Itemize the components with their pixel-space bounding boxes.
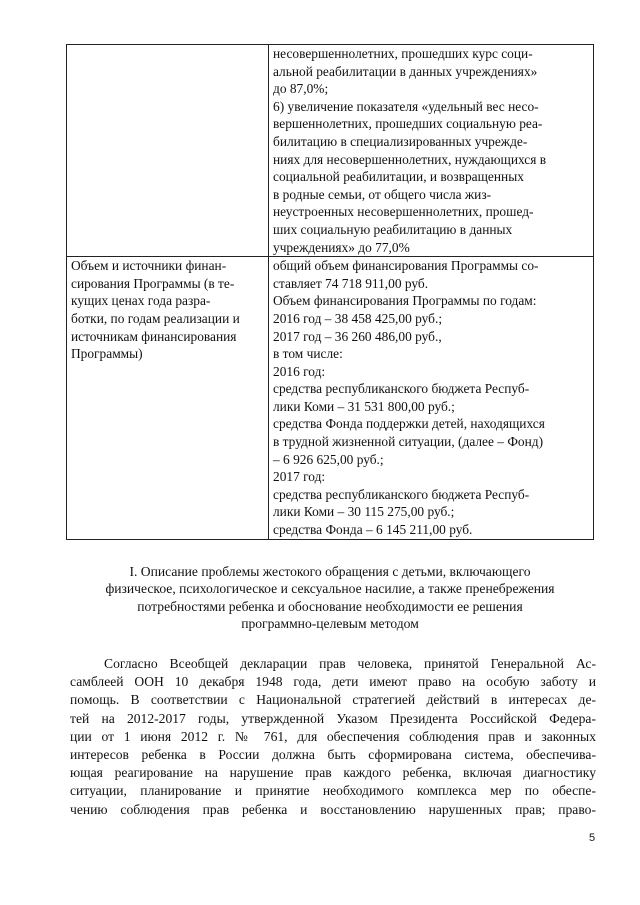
- program-passport-table: [66, 44, 594, 540]
- text-line: вершеннолетних, прошедших социальную реа-: [273, 116, 543, 132]
- paragraph-line: Согласно Всеобщей декларации прав человека, принятой Генеральной Ас-: [104, 656, 596, 671]
- text-line: неустроенных несовершеннолетних, прошед-: [273, 204, 534, 220]
- paragraph-line: ющая реагирование на нарушение прав каждого ребенка, включая диагностику: [70, 765, 596, 781]
- text-line: лики Коми – 30 115 275,00 руб.;: [273, 504, 455, 520]
- text-line: ставляет 74 718 911,00 руб.: [273, 275, 429, 291]
- text-line: – 6 926 625,00 руб.;: [273, 451, 384, 467]
- paragraph-line: тей на 2012-2017 годы, утвержденной Указом Президента Российской Федера-: [70, 710, 596, 726]
- heading-line: потребностями ребенка и обоснование необходимости ее решения: [137, 598, 523, 614]
- text-line: Программы): [71, 346, 143, 362]
- paragraph-line: помощь. В соответствии с Национальной стратегией действий в интересах де-: [70, 692, 596, 708]
- text-line: ниях для несовершеннолетних, нуждающихся в: [273, 151, 547, 167]
- text-line: средства Фонда – 6 145 211,00 руб.: [273, 522, 473, 538]
- paragraph-line: ции от 1 июня 2012 г. № 761, для обеспечения соблюдения прав и законных: [70, 728, 596, 744]
- text-line: 2017 год:: [273, 469, 326, 485]
- text-line: 6) увеличение показателя «удельный вес несо-: [273, 98, 539, 114]
- text-line: общий объем финансирования Программы со-: [273, 258, 539, 274]
- text-line: в родные семьи, от общего числа жиз-: [273, 186, 492, 202]
- text-line: в трудной жизненной ситуации, (далее – Фонд): [273, 434, 544, 450]
- text-line: средства республиканского бюджета Респуб-: [273, 381, 530, 397]
- text-line: Объем и источники финан-: [71, 258, 227, 274]
- text-line: 2017 год – 36 260 486,00 руб.,: [273, 328, 442, 344]
- table-cell-financing-label: [67, 257, 269, 540]
- text-line: сирования Программы (в те-: [71, 275, 235, 291]
- text-line: 2016 год:: [273, 363, 326, 379]
- text-line: ботки, по годам реализации и: [71, 310, 240, 326]
- page-number: 5: [589, 832, 596, 844]
- heading-line: физическое, психологическое и сексуальное насилие, а также пренебрежения: [105, 581, 555, 597]
- text-line: кущих ценах года разра-: [71, 293, 211, 309]
- text-line: в том числе:: [273, 346, 343, 362]
- text-line: ших социальную реабилитацию в данных: [273, 221, 513, 237]
- text-line: средства республиканского бюджета Респуб-: [273, 486, 530, 502]
- text-line: социальной реабилитации, и возвращенных: [273, 169, 524, 185]
- text-line: билитацию в специализированных учрежде-: [273, 133, 528, 149]
- table-cell-financing-values: [269, 257, 594, 540]
- text-line: учреждениях» до 77,0%: [273, 239, 410, 255]
- table-cell-indicators: [269, 45, 594, 257]
- text-line: 2016 год – 38 458 425,00 руб.;: [273, 310, 443, 326]
- text-line: до 87,0%;: [273, 81, 329, 97]
- paragraph-line: ситуации, планирование и принятие необходимого комплекса мер по обеспе-: [70, 783, 596, 799]
- text-line: источникам финансирования: [71, 328, 237, 344]
- paragraph-line: интересов ребенка в России должна быть сформирована система, обеспечива-: [70, 747, 596, 763]
- text-line: несовершеннолетних, прошедших курс соци-: [273, 46, 533, 61]
- section-heading: [80, 563, 580, 633]
- table-row: [67, 45, 594, 257]
- table-row: [67, 257, 594, 540]
- text-line: Объем финансирования Программы по годам:: [273, 293, 537, 309]
- heading-line: программно-целевым методом: [241, 616, 419, 632]
- text-line: альной реабилитации в данных учреждениях»: [273, 63, 538, 79]
- heading-line: I. Описание проблемы жестокого обращения с детьми, включающего: [129, 564, 531, 579]
- text-line: лики Коми – 31 531 800,00 руб.;: [273, 398, 455, 414]
- paragraph-line: чению соблюдения прав ребенка и восстановлению нарушенных прав; право-: [70, 801, 596, 817]
- body-paragraph: [70, 655, 596, 819]
- paragraph-line: самблеей ООН 10 декабря 1948 года, дети имеют право на особую заботу и: [70, 674, 596, 690]
- text-line: средства Фонда поддержки детей, находящихся: [273, 416, 545, 432]
- table-cell-label-empty: [67, 45, 269, 257]
